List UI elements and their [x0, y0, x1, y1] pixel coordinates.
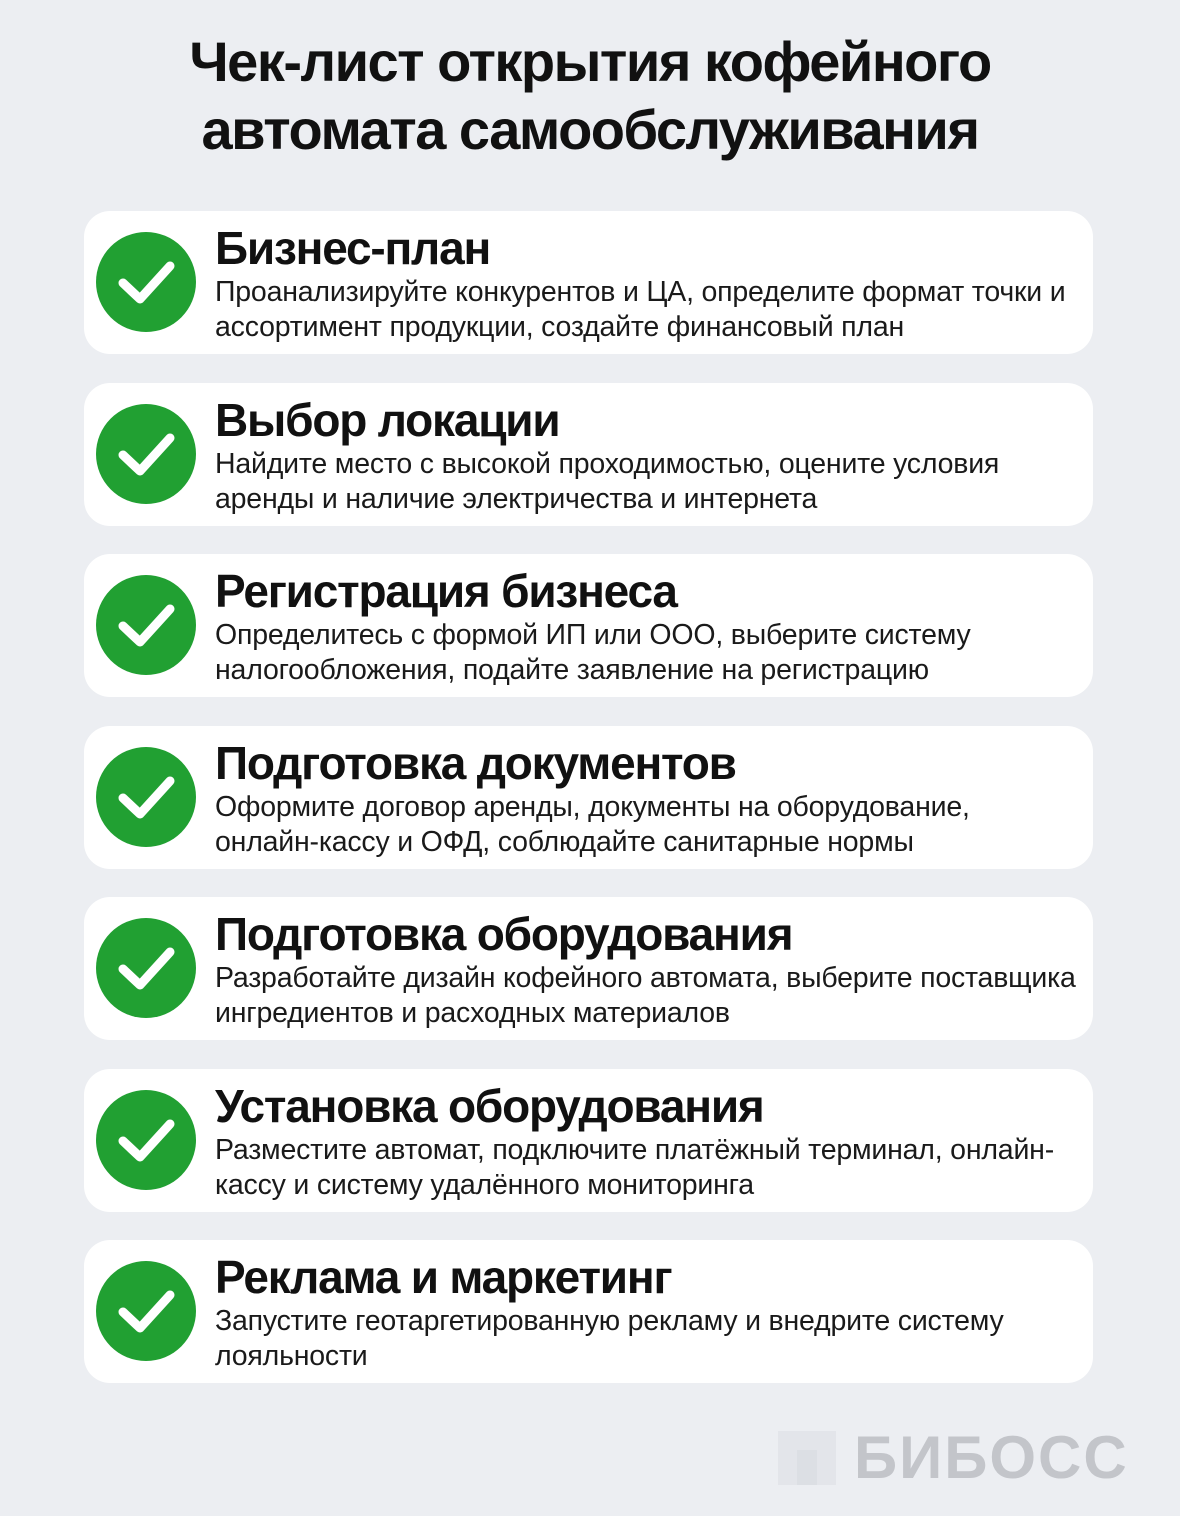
check-icon	[96, 1090, 196, 1190]
checklist-item	[84, 211, 1093, 354]
logo-text: БИБОСС	[854, 1424, 1129, 1491]
logo-mark-icon	[778, 1431, 836, 1485]
item-title: Установка оборудования	[215, 1079, 764, 1132]
title-line-1: Чек-лист открытия кофейного	[189, 30, 991, 93]
check-icon	[96, 575, 196, 675]
checklist-item	[84, 1240, 1093, 1383]
item-description: Разместите автомат, подключите платёжный терминал, онлайн-кассу и систему удалённого мониторинга	[215, 1133, 1054, 1201]
checklist	[84, 211, 1093, 1412]
item-description: Запустите геотаргетированную рекламу и внедрите систему лояльности	[215, 1305, 1004, 1372]
check-icon	[96, 232, 196, 332]
checklist-item	[84, 554, 1093, 697]
check-icon	[96, 404, 196, 504]
item-title: Выбор локации	[215, 393, 560, 446]
check-icon	[96, 747, 196, 847]
item-title: Подготовка оборудования	[215, 908, 793, 960]
item-title: Регистрация бизнеса	[215, 565, 677, 617]
check-icon	[96, 1261, 196, 1361]
title-line-2: автомата самообслуживания	[201, 98, 979, 161]
item-description: Определитесь с формой ИП или ООО, выберите систему налогообложения, подайте заявление на регистрацию	[215, 619, 971, 686]
checklist-item	[84, 383, 1093, 526]
page-title	[0, 28, 1180, 164]
item-description: Разработайте дизайн кофейного автомата, выберите поставщика ингредиентов и расходных материалов	[215, 962, 1076, 1029]
item-title: Реклама и маркетинг	[215, 1251, 672, 1303]
item-description: Проанализируйте конкурентов и ЦА, определите формат точки и ассортимент продукции, создайте финансовый план	[215, 276, 1066, 343]
checklist-item	[84, 1069, 1093, 1212]
checklist-item	[84, 726, 1093, 869]
item-title: Подготовка документов	[215, 736, 736, 789]
check-icon	[96, 918, 196, 1018]
item-title: Бизнес-план	[215, 222, 491, 274]
brand-logo	[778, 1423, 1129, 1492]
item-description: Найдите место с высокой проходимостью, оцените условия аренды и наличие электричества и интернета	[215, 447, 1000, 515]
item-description: Оформите договор аренды, документы на оборудование, онлайн-кассу и ОФД, соблюдайте санитарные нормы	[215, 790, 970, 858]
checklist-item	[84, 897, 1093, 1040]
